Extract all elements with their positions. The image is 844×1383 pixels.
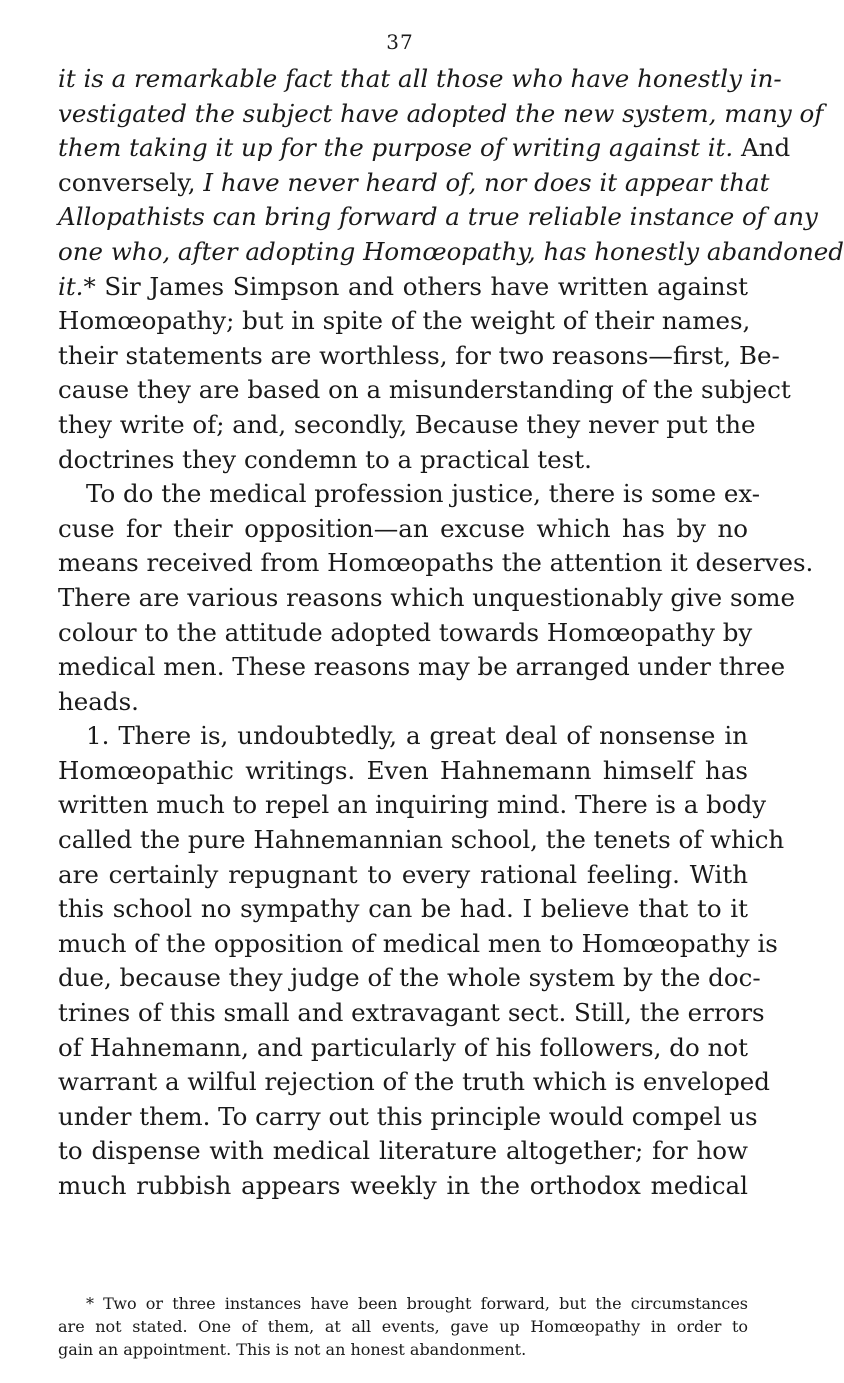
roman-run: trines of this small and extravagant sect. Still, the errors — [58, 998, 765, 1028]
footnote-line: gain an appointment. This is not an honest abandonment. — [58, 1340, 527, 1359]
italic-run: one who, after adopting Homœopathy, has honestly abandoned — [58, 236, 844, 266]
text-line — [58, 235, 844, 270]
text-line — [58, 97, 824, 132]
footnote-line: are not stated. One of them, at all events, gave up Homœopathy in order to — [58, 1317, 748, 1336]
text-line — [58, 339, 780, 374]
text-line — [58, 650, 786, 685]
roman-run: medical men. These reasons may be arranged under three — [58, 652, 786, 682]
roman-run: their statements are worthless, for two reasons—first, Be- — [58, 340, 780, 370]
roman-run: heads. — [58, 686, 139, 716]
text-line — [58, 616, 753, 651]
roman-run: conversely, — [58, 167, 204, 197]
roman-run: 1. There is, undoubtedly, a great deal of nonsense in — [86, 721, 748, 751]
text-line — [58, 1100, 758, 1135]
text-line — [58, 927, 778, 962]
italic-run: it is a remarkable fact that all those who have honestly in- — [58, 64, 782, 93]
roman-run: are certainly repugnant to every rational feeling. With — [58, 859, 748, 889]
text-line — [58, 581, 796, 616]
text-line — [58, 512, 748, 547]
text-line — [58, 1134, 748, 1169]
footnote-line: * Two or three instances have been brought forward, but the circumstances — [86, 1294, 748, 1313]
text-line — [58, 719, 748, 754]
roman-run: warrant a wilful rejection of the truth which is enveloped — [58, 1067, 770, 1097]
italic-run: vestigated the subject have adopted the new system, many of — [58, 98, 824, 128]
roman-run: Sir James Simpson and others have written against — [95, 271, 748, 301]
text-line — [58, 200, 818, 235]
text-line — [58, 754, 748, 789]
roman-run: doctrines they condemn to a practical test. — [58, 444, 592, 474]
roman-run: And — [733, 133, 791, 163]
roman-run: this school no sympathy can be had. I believe that to it — [58, 894, 748, 924]
text-line — [58, 408, 756, 443]
roman-run: of Hahnemann, and particularly of his followers, do not — [58, 1032, 748, 1062]
italic-run: I have never heard of, nor does it appear that — [203, 167, 770, 197]
text-line — [58, 892, 748, 927]
roman-run: To do the medical profession justice, there is some ex- — [86, 479, 761, 509]
text-line — [58, 788, 767, 823]
roman-run: much rubbish appears weekly in the orthodox medical — [58, 1171, 748, 1200]
roman-run: to dispense with medical literature altogether; for how — [58, 1136, 748, 1166]
text-line — [58, 443, 748, 478]
text-line — [58, 858, 748, 893]
roman-run: cuse for their opposition—an excuse which has by no — [58, 513, 748, 543]
roman-run: written much to repel an inquiring mind. There is a body — [58, 790, 767, 820]
text-line — [58, 961, 761, 996]
text-line — [58, 1169, 748, 1204]
roman-run: much of the opposition of medical men to Homœopathy is — [58, 928, 778, 958]
italic-run: them taking it up for the purpose of writing against it. — [58, 133, 734, 163]
text-line — [58, 131, 791, 166]
roman-run: Homœopathy; but in spite of the weight of their names, — [58, 306, 751, 336]
roman-run: colour to the attitude adopted towards Homœopathy by — [58, 617, 753, 647]
text-line — [58, 373, 791, 408]
text-line — [58, 270, 748, 305]
italic-run: Allopathists can bring forward a true reliable instance of any — [58, 202, 818, 232]
text-line — [58, 166, 770, 201]
roman-run: cause they are based on a misunderstanding of the subject — [58, 375, 791, 405]
roman-run: called the pure Hahnemannian school, the tenets of which — [58, 825, 785, 855]
text-line — [58, 304, 751, 339]
roman-run: Homœopathic writings. Even Hahnemann himself has — [58, 755, 748, 785]
text-line — [58, 685, 748, 720]
body-text — [58, 62, 844, 1204]
roman-run: There are various reasons which unquestionably give some — [58, 582, 796, 612]
roman-run: means received from Homœopaths the attention it deserves. — [58, 548, 814, 578]
text-line — [58, 546, 814, 581]
roman-run: due, because they judge of the whole system by the doc- — [58, 963, 761, 993]
italic-run: it.* — [58, 271, 96, 301]
page-number: 37 — [386, 30, 414, 54]
footnote — [58, 1292, 748, 1361]
text-line — [58, 1031, 748, 1066]
text-line — [58, 823, 785, 858]
text-line — [58, 996, 765, 1031]
roman-run: under them. To carry out this principle would compel us — [58, 1101, 758, 1131]
text-line — [58, 1065, 770, 1100]
text-line — [58, 477, 761, 512]
text-line — [58, 62, 782, 97]
roman-run: they write of; and, secondly, Because they never put the — [58, 409, 756, 439]
